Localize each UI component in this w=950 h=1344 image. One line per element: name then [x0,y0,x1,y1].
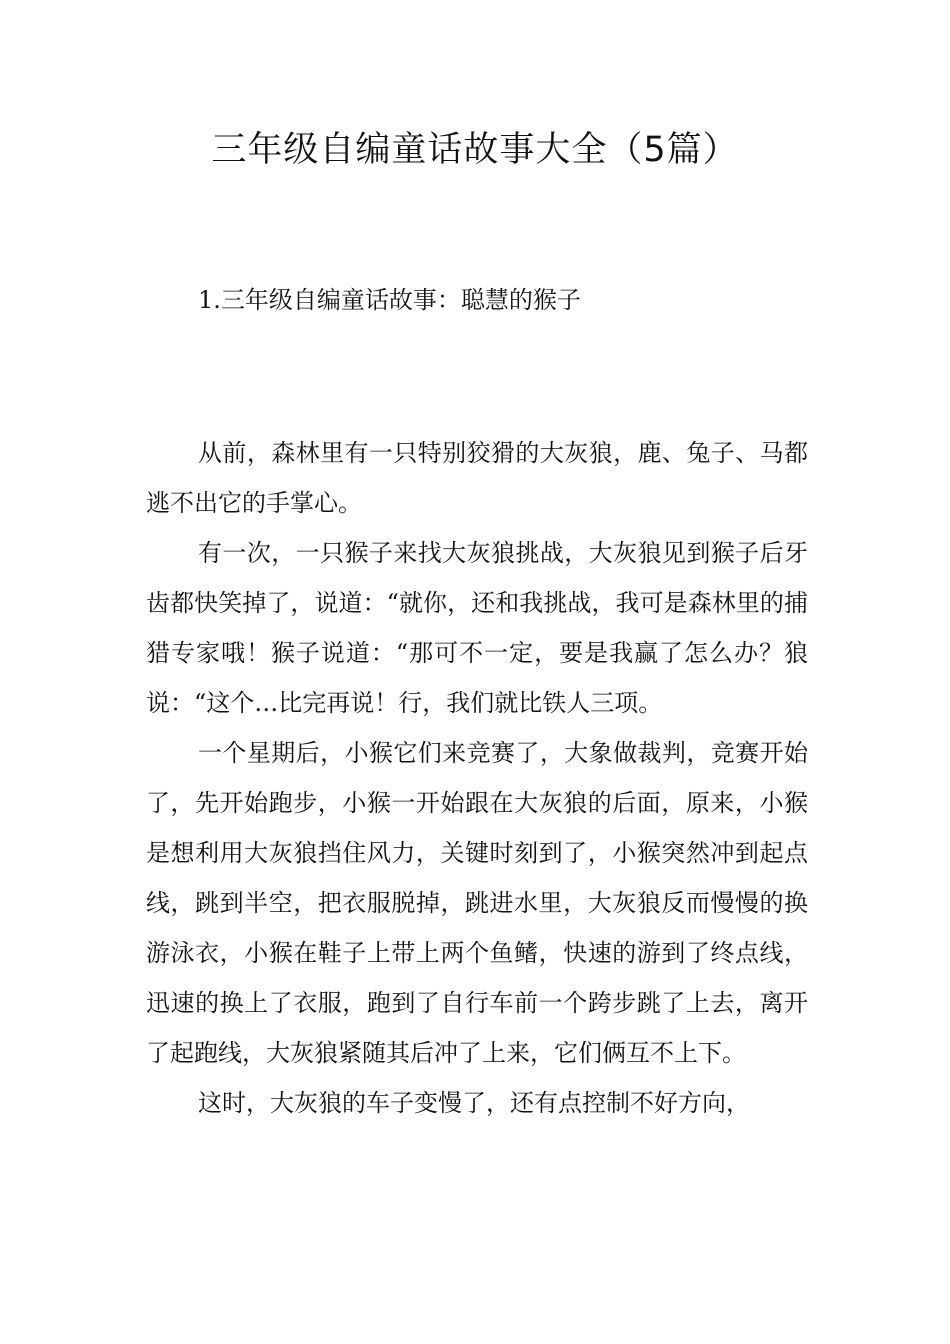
document-title: 三年级自编童话故事大全（5篇） [211,130,739,170]
paragraph-2: 有一次，一只猴子来找大灰狼挑战，大灰狼见到猴子后牙齿都快笑掉了，说道：“就你，还和我挑战，我可是森林里的捕猎专家哦！猴子说道：“那可不一定，要是我赢了怎么办？狼说：“这个…比完再说！行，我们就比铁人三项。 [146,539,808,717]
paragraph-1: 从前，森林里有一只特别狡猾的大灰狼，鹿、兔子、马都逃不出它的手掌心。 [146,439,808,517]
section-heading: 1.三年级自编童话故事：聪慧的猴子 [198,286,581,314]
paragraph-3: 一个星期后，小猴它们来竞赛了，大象做裁判，竞赛开始了，先开始跑步，小猴一开始跟在大灰狼的后面，原来，小猴是想利用大灰狼挡住风力，关键时刻到了，小猴突然冲到起点线，跳到半空，把衣服脱掉，跳进水里，大灰狼反而慢慢的换游泳衣，小猴在鞋子上带上两个鱼鳍，快速的游到了终点线，迅速的换上了衣服，跑到了自行车前一个跨步跳了上去，离开了起跑线，大灰狼紧随其后冲了上来，它们俩互不上下。 [146,739,808,1067]
story-body [146,428,808,1128]
paragraph-4: 这时，大灰狼的车子变慢了，还有点控制不好方向， [198,1089,750,1117]
